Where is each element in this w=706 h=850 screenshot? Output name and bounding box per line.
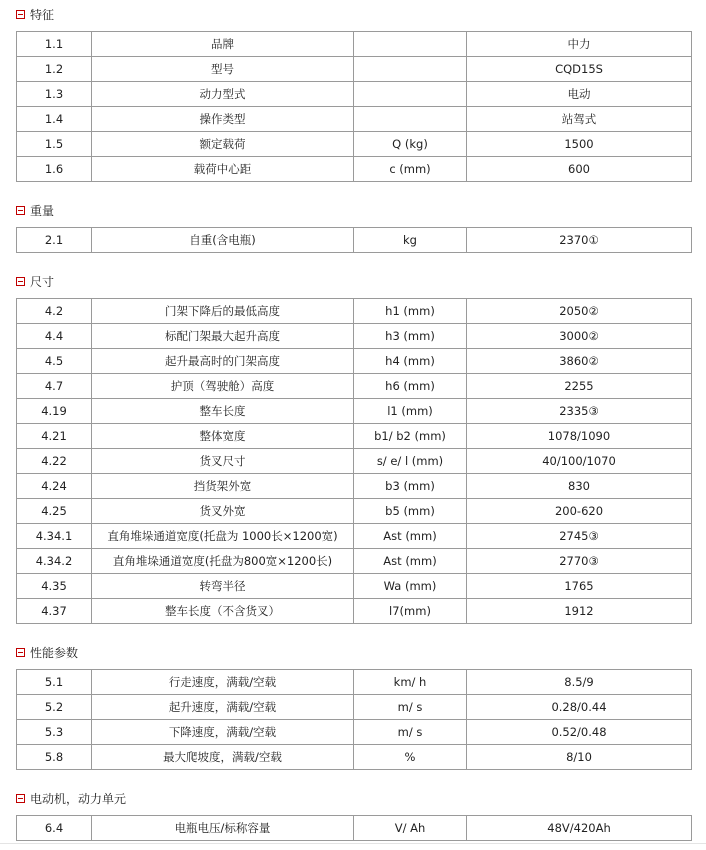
row-item: 直角堆垛通道宽度(托盘为800宽×1200长) bbox=[92, 549, 354, 574]
bottom-divider bbox=[0, 843, 706, 844]
row-number: 4.34.1 bbox=[17, 524, 92, 549]
row-unit: h4 (mm) bbox=[354, 349, 467, 374]
table-row bbox=[17, 349, 692, 374]
table-row bbox=[17, 720, 692, 745]
row-item: 货叉尺寸 bbox=[92, 449, 354, 474]
row-unit: Wa (mm) bbox=[354, 574, 467, 599]
row-unit: % bbox=[354, 745, 467, 770]
collapse-toggle-icon[interactable] bbox=[16, 794, 25, 803]
row-unit: b5 (mm) bbox=[354, 499, 467, 524]
row-value: 1912 bbox=[467, 599, 692, 624]
table-row bbox=[17, 524, 692, 549]
row-number: 4.5 bbox=[17, 349, 92, 374]
row-value: 0.28/0.44 bbox=[467, 695, 692, 720]
row-number: 4.25 bbox=[17, 499, 92, 524]
row-item: 起升最高时的门架高度 bbox=[92, 349, 354, 374]
row-item: 行走速度，满载/空载 bbox=[92, 670, 354, 695]
row-number: 1.1 bbox=[17, 32, 92, 57]
spec-table-dimensions bbox=[16, 298, 692, 624]
row-item: 下降速度，满载/空载 bbox=[92, 720, 354, 745]
row-value: 电动 bbox=[467, 82, 692, 107]
table-row bbox=[17, 157, 692, 182]
row-item: 额定载荷 bbox=[92, 132, 354, 157]
row-value: 830 bbox=[467, 474, 692, 499]
row-item: 整体宽度 bbox=[92, 424, 354, 449]
row-value: 2770③ bbox=[467, 549, 692, 574]
spec-table-performance bbox=[16, 669, 692, 770]
row-number: 1.5 bbox=[17, 132, 92, 157]
row-value: 3860② bbox=[467, 349, 692, 374]
table-row bbox=[17, 574, 692, 599]
table-row bbox=[17, 399, 692, 424]
section-header-features bbox=[16, 6, 54, 22]
row-number: 1.2 bbox=[17, 57, 92, 82]
row-value: 40/100/1070 bbox=[467, 449, 692, 474]
row-unit: Q (kg) bbox=[354, 132, 467, 157]
row-unit: b1/ b2 (mm) bbox=[354, 424, 467, 449]
spec-table-weight bbox=[16, 227, 692, 253]
row-unit: V/ Ah bbox=[354, 816, 467, 841]
section-title: 尺寸 bbox=[30, 274, 55, 289]
section-title: 电动机，动力单元 bbox=[30, 791, 127, 806]
row-item: 护顶（驾驶舱）高度 bbox=[92, 374, 354, 399]
row-unit: Ast (mm) bbox=[354, 549, 467, 574]
row-number: 4.34.2 bbox=[17, 549, 92, 574]
row-number: 4.21 bbox=[17, 424, 92, 449]
row-value: CQD15S bbox=[467, 57, 692, 82]
collapse-toggle-icon[interactable] bbox=[16, 648, 25, 657]
collapse-toggle-icon[interactable] bbox=[16, 206, 25, 215]
table-row bbox=[17, 228, 692, 253]
row-number: 4.22 bbox=[17, 449, 92, 474]
collapse-toggle-icon[interactable] bbox=[16, 10, 25, 19]
row-unit bbox=[354, 82, 467, 107]
row-item: 门架下降后的最低高度 bbox=[92, 299, 354, 324]
row-unit bbox=[354, 107, 467, 132]
row-value: 3000② bbox=[467, 324, 692, 349]
row-number: 1.4 bbox=[17, 107, 92, 132]
table-row bbox=[17, 299, 692, 324]
row-unit: m/ s bbox=[354, 695, 467, 720]
table-row bbox=[17, 32, 692, 57]
row-value: 2335③ bbox=[467, 399, 692, 424]
row-item: 型号 bbox=[92, 57, 354, 82]
row-item: 最大爬坡度，满载/空载 bbox=[92, 745, 354, 770]
row-value: 600 bbox=[467, 157, 692, 182]
row-number: 4.4 bbox=[17, 324, 92, 349]
row-unit: kg bbox=[354, 228, 467, 253]
row-item: 挡货架外宽 bbox=[92, 474, 354, 499]
row-value: 1078/1090 bbox=[467, 424, 692, 449]
row-number: 6.4 bbox=[17, 816, 92, 841]
row-unit bbox=[354, 57, 467, 82]
row-unit: l1 (mm) bbox=[354, 399, 467, 424]
row-unit: l7(mm) bbox=[354, 599, 467, 624]
row-item: 自重(含电瓶) bbox=[92, 228, 354, 253]
row-number: 4.35 bbox=[17, 574, 92, 599]
row-unit: h1 (mm) bbox=[354, 299, 467, 324]
row-unit bbox=[354, 32, 467, 57]
row-number: 2.1 bbox=[17, 228, 92, 253]
table-row bbox=[17, 424, 692, 449]
row-value: 2370① bbox=[467, 228, 692, 253]
row-number: 4.37 bbox=[17, 599, 92, 624]
row-item: 货叉外宽 bbox=[92, 499, 354, 524]
row-value: 2255 bbox=[467, 374, 692, 399]
row-value: 1500 bbox=[467, 132, 692, 157]
row-unit: h6 (mm) bbox=[354, 374, 467, 399]
section-title: 特征 bbox=[30, 7, 55, 22]
row-item: 载荷中心距 bbox=[92, 157, 354, 182]
table-row bbox=[17, 449, 692, 474]
table-row bbox=[17, 82, 692, 107]
row-value: 2745③ bbox=[467, 524, 692, 549]
row-item: 整车长度 bbox=[92, 399, 354, 424]
section-title: 重量 bbox=[30, 203, 55, 218]
table-row bbox=[17, 374, 692, 399]
row-value: 200-620 bbox=[467, 499, 692, 524]
row-unit: s/ e/ l (mm) bbox=[354, 449, 467, 474]
row-number: 1.6 bbox=[17, 157, 92, 182]
row-number: 4.7 bbox=[17, 374, 92, 399]
table-row bbox=[17, 816, 692, 841]
collapse-toggle-icon[interactable] bbox=[16, 277, 25, 286]
table-row bbox=[17, 695, 692, 720]
table-row bbox=[17, 499, 692, 524]
row-number: 4.19 bbox=[17, 399, 92, 424]
row-number: 1.3 bbox=[17, 82, 92, 107]
row-number: 4.2 bbox=[17, 299, 92, 324]
row-value: 1765 bbox=[467, 574, 692, 599]
row-unit: km/ h bbox=[354, 670, 467, 695]
section-header-dimensions bbox=[16, 273, 54, 289]
section-header-weight bbox=[16, 202, 54, 218]
row-value: 中力 bbox=[467, 32, 692, 57]
row-unit: Ast (mm) bbox=[354, 524, 467, 549]
row-item: 起升速度，满载/空载 bbox=[92, 695, 354, 720]
row-value: 0.52/0.48 bbox=[467, 720, 692, 745]
section-header-performance bbox=[16, 644, 78, 660]
row-number: 5.2 bbox=[17, 695, 92, 720]
row-number: 5.1 bbox=[17, 670, 92, 695]
row-unit: m/ s bbox=[354, 720, 467, 745]
row-item: 标配门架最大起升高度 bbox=[92, 324, 354, 349]
row-value: 8.5/9 bbox=[467, 670, 692, 695]
table-row bbox=[17, 474, 692, 499]
row-item: 品牌 bbox=[92, 32, 354, 57]
row-item: 动力型式 bbox=[92, 82, 354, 107]
row-item: 直角堆垛通道宽度(托盘为 1000长×1200宽) bbox=[92, 524, 354, 549]
table-row bbox=[17, 107, 692, 132]
section-title: 性能参数 bbox=[30, 645, 79, 660]
row-value: 48V/420Ah bbox=[467, 816, 692, 841]
row-unit: h3 (mm) bbox=[354, 324, 467, 349]
row-number: 5.8 bbox=[17, 745, 92, 770]
table-row bbox=[17, 599, 692, 624]
section-header-power-unit bbox=[16, 790, 126, 806]
table-row bbox=[17, 324, 692, 349]
table-row bbox=[17, 132, 692, 157]
row-number: 5.3 bbox=[17, 720, 92, 745]
row-value: 2050② bbox=[467, 299, 692, 324]
row-item: 整车长度（不含货叉） bbox=[92, 599, 354, 624]
row-item: 电瓶电压/标称容量 bbox=[92, 816, 354, 841]
row-value: 8/10 bbox=[467, 745, 692, 770]
row-number: 4.24 bbox=[17, 474, 92, 499]
row-unit: b3 (mm) bbox=[354, 474, 467, 499]
table-row bbox=[17, 57, 692, 82]
spec-table-features bbox=[16, 31, 692, 182]
row-unit: c (mm) bbox=[354, 157, 467, 182]
table-row bbox=[17, 549, 692, 574]
spec-table-power-unit bbox=[16, 815, 692, 841]
row-value: 站驾式 bbox=[467, 107, 692, 132]
table-row bbox=[17, 670, 692, 695]
row-item: 操作类型 bbox=[92, 107, 354, 132]
row-item: 转弯半径 bbox=[92, 574, 354, 599]
table-row bbox=[17, 745, 692, 770]
